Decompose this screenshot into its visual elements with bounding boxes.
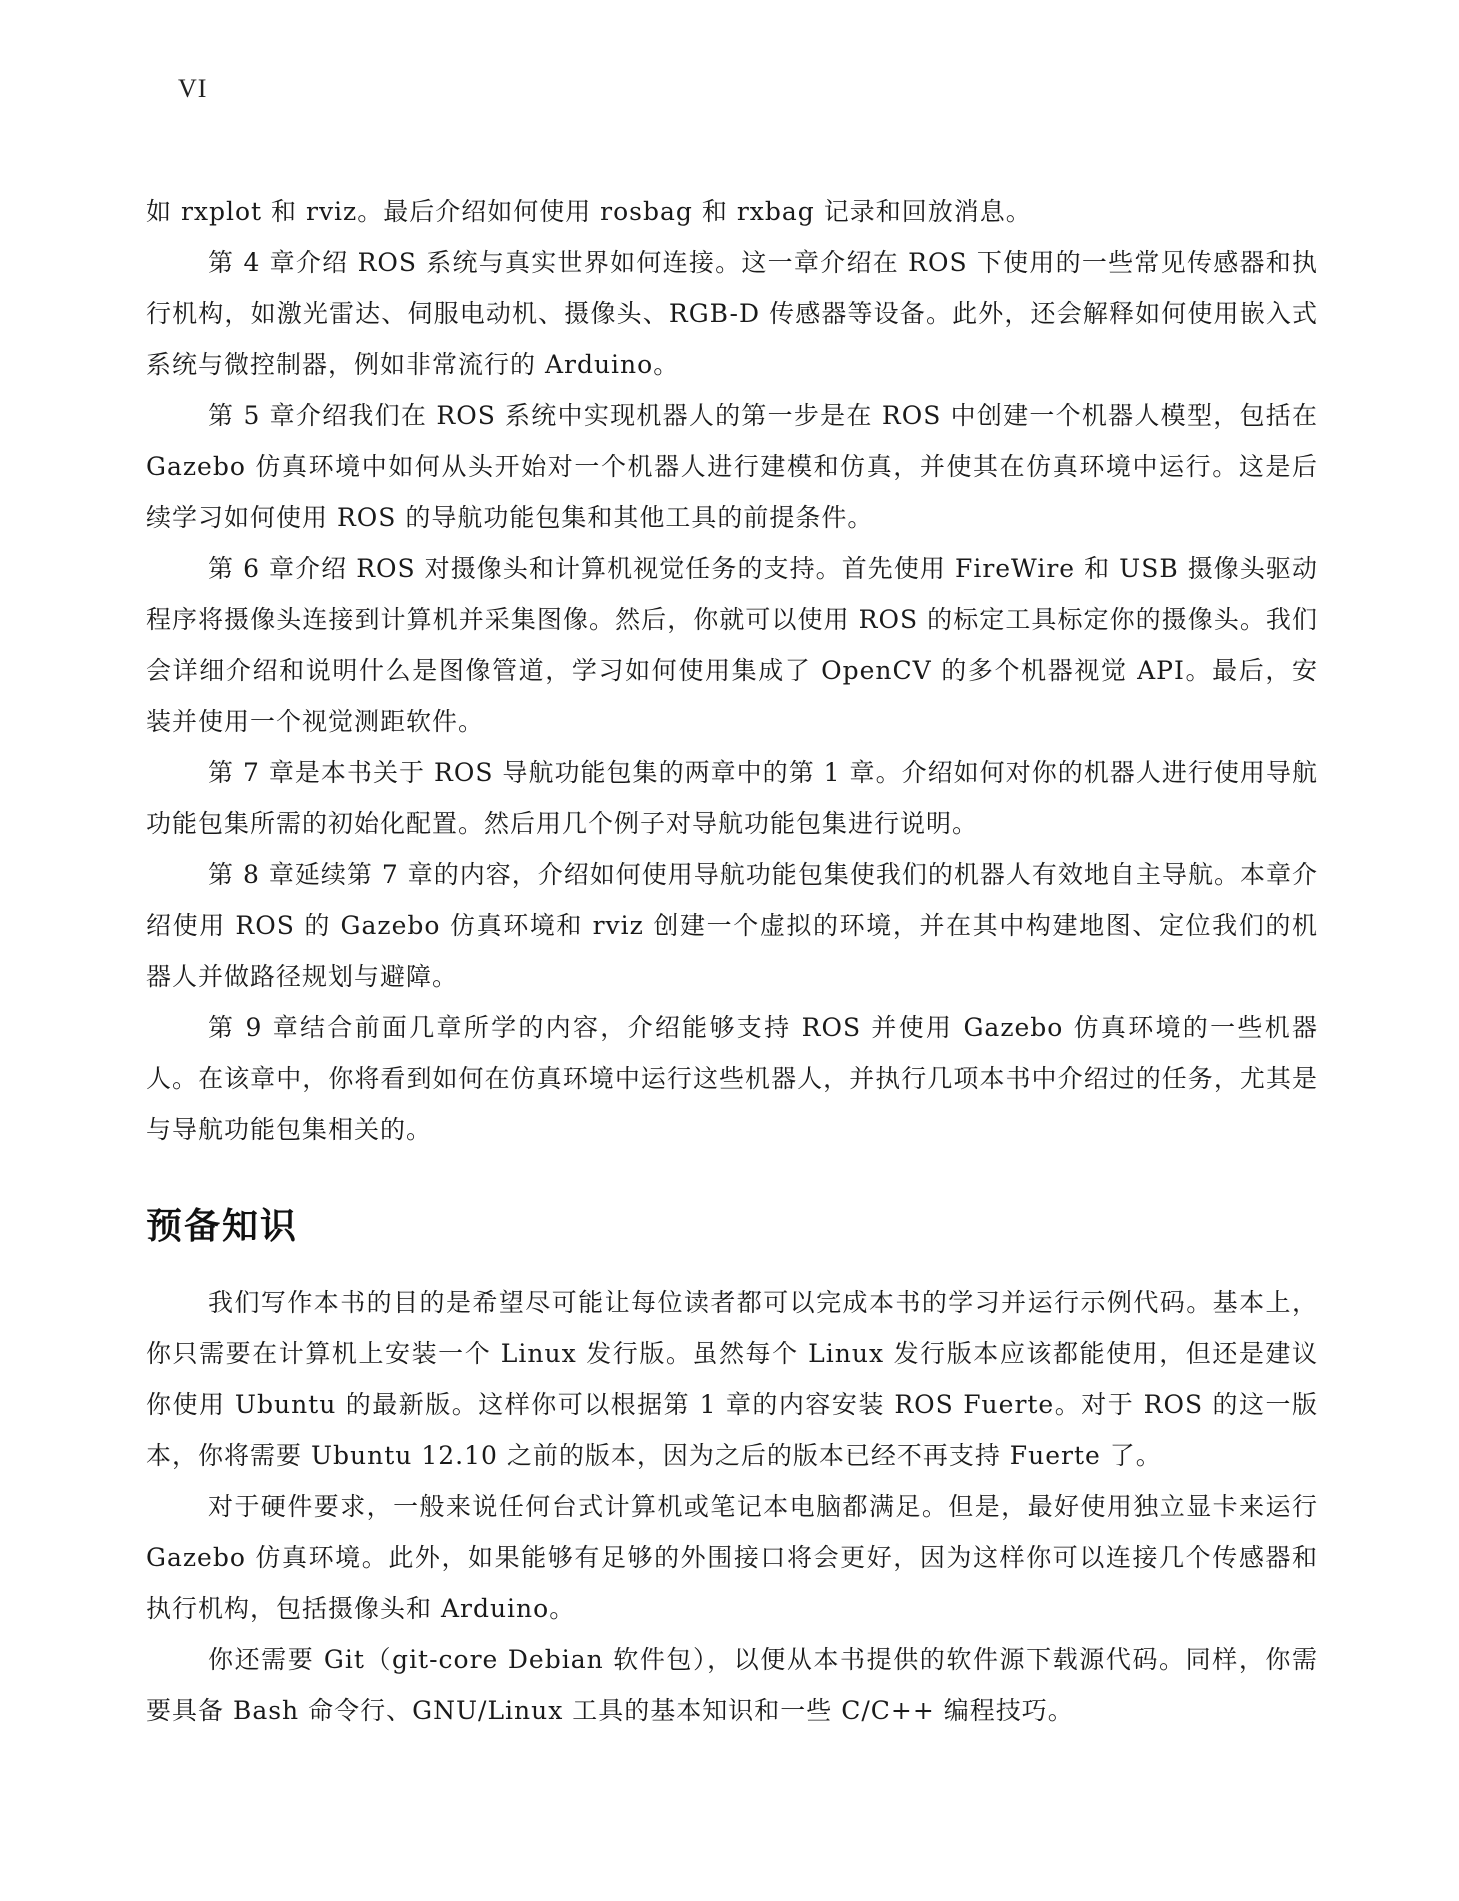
page-number: VI xyxy=(178,74,208,103)
paragraph: 第 7 章是本书关于 ROS 导航功能包集的两章中的第 1 章。介绍如何对你的机器人进行使用导航功能包集所需的初始化配置。然后用几个例子对导航功能包集进行说明。 xyxy=(146,758,1318,838)
page-body xyxy=(146,186,1318,1736)
paragraph: 我们写作本书的目的是希望尽可能让每位读者都可以完成本书的学习并运行示例代码。基本上，你只需要在计算机上安装一个 Linux 发行版。虽然每个 Linux 发行版本应该都能使用，但还是建议你使用 Ubuntu 的最新版。这样你可以根据第 1 章的内容安装 ROS Fuerte。对于 ROS 的这一版本，你将需要 Ubuntu 12.10 之前的版本，因为之后的版本已经不再支持 Fuerte 了。 xyxy=(146,1288,1318,1470)
section-heading: 预备知识 xyxy=(146,1206,299,1247)
paragraph: 如 rxplot 和 rviz。最后介绍如何使用 rosbag 和 rxbag 记录和回放消息。 xyxy=(146,197,1032,226)
paragraph: 第 8 章延续第 7 章的内容，介绍如何使用导航功能包集使我们的机器人有效地自主导航。本章介绍使用 ROS 的 Gazebo 仿真环境和 rviz 创建一个虚拟的环境，并在其中构建地图、定位我们的机器人并做路径规划与避障。 xyxy=(146,860,1318,991)
paragraph: 你还需要 Git（git-core Debian 软件包），以便从本书提供的软件源下载源代码。同样，你需要具备 Bash 命令行、GNU/Linux 工具的基本知识和一些 C/C++ 编程技巧。 xyxy=(146,1645,1318,1725)
paragraph: 第 9 章结合前面几章所学的内容，介绍能够支持 ROS 并使用 Gazebo 仿真环境的一些机器人。在该章中，你将看到如何在仿真环境中运行这些机器人，并执行几项本书中介绍过的任务，尤其是与导航功能包集相关的。 xyxy=(146,1013,1318,1144)
paragraph: 对于硬件要求，一般来说任何台式计算机或笔记本电脑都满足。但是，最好使用独立显卡来运行 Gazebo 仿真环境。此外，如果能够有足够的外围接口将会更好，因为这样你可以连接几个传感器和执行机构，包括摄像头和 Arduino。 xyxy=(146,1492,1318,1623)
paragraph: 第 5 章介绍我们在 ROS 系统中实现机器人的第一步是在 ROS 中创建一个机器人模型，包括在 Gazebo 仿真环境中如何从头开始对一个机器人进行建模和仿真，并使其在仿真环境中运行。这是后续学习如何使用 ROS 的导航功能包集和其他工具的前提条件。 xyxy=(146,401,1318,532)
paragraph: 第 4 章介绍 ROS 系统与真实世界如何连接。这一章介绍在 ROS 下使用的一些常见传感器和执行机构，如激光雷达、伺服电动机、摄像头、RGB-D 传感器等设备。此外，还会解释如何使用嵌入式系统与微控制器，例如非常流行的 Arduino。 xyxy=(146,248,1318,379)
paragraph: 第 6 章介绍 ROS 对摄像头和计算机视觉任务的支持。首先使用 FireWire 和 USB 摄像头驱动程序将摄像头连接到计算机并采集图像。然后，你就可以使用 ROS 的标定工具标定你的摄像头。我们会详细介绍和说明什么是图像管道，学习如何使用集成了 OpenCV 的多个机器视觉 API。最后，安装并使用一个视觉测距软件。 xyxy=(146,554,1318,736)
